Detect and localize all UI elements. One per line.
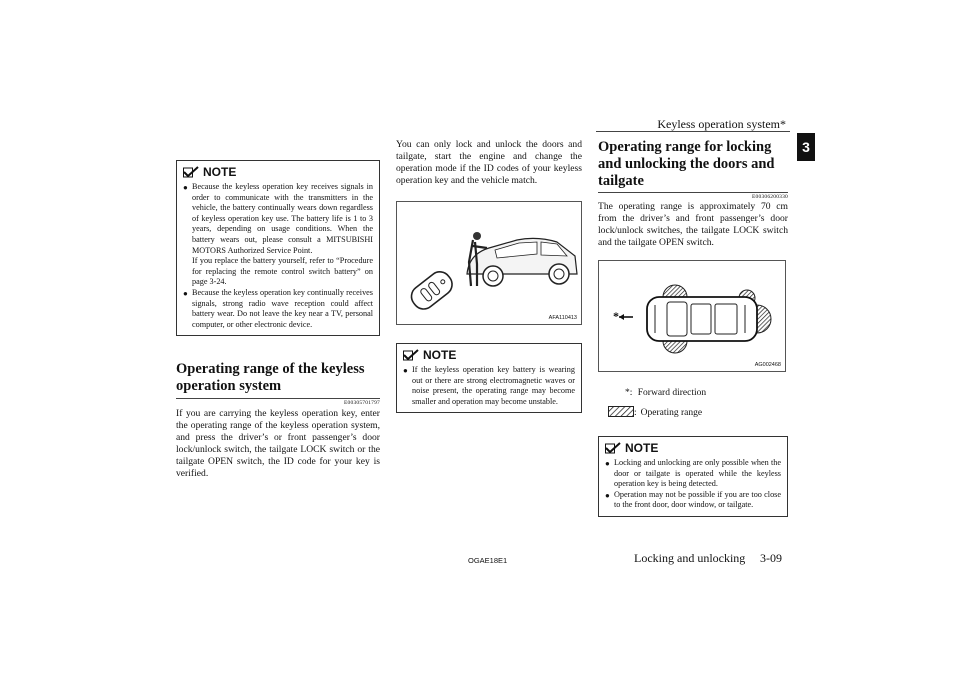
- forward-star: *: [613, 309, 619, 323]
- note-icon: [605, 442, 621, 454]
- note-bullet: ● Because the keyless operation key receives signals in order to communicate with the transmitters in the vehicle, the battery continually wears down regardless of keyless operation key use. The battery life is 1 to 3 years, depending on usage conditions. When the battery wears out, please consult a MITSUBISHI MOTORS Authorized Service Point.: [183, 182, 373, 255]
- note-bullet: ● If the keyless operation key battery is wearing out or there are strong electromagnetic waves or noise present, the operating range may become smaller and operation may become unstable.: [403, 365, 575, 406]
- hatch-swatch-icon: [608, 406, 634, 420]
- section-title: Operating range of the keyless operation system: [176, 361, 365, 394]
- running-header: Keyless operation system*: [657, 117, 786, 131]
- note-box-lock-operation: [598, 436, 788, 517]
- legend-forward: [625, 388, 706, 398]
- legend-range: [608, 406, 702, 420]
- note-header: [403, 348, 575, 362]
- note-bullet: If you replace the battery yourself, refer to “Procedure for replacing the remote control switch battery” on page 3-24.: [192, 256, 373, 287]
- note-header: [605, 441, 781, 455]
- note-box-key-battery: [396, 343, 582, 413]
- legend-key: *:: [625, 388, 633, 398]
- note-icon: [403, 349, 419, 361]
- section-body: If you are carrying the keyless operation key, enter the operating range of the keyless operation system, and press the driver’s or front passenger’s door lock/unlock switch, the tailgate LOCK switch or the tailgate OPEN switch, the ID code for your key is verified.: [176, 408, 380, 480]
- section-lock-range: [598, 139, 788, 249]
- legend-key: :: [634, 408, 637, 418]
- figure-operating-range: [598, 260, 786, 372]
- section-code: E00305701797: [343, 400, 380, 406]
- figure-keyless-key: [396, 201, 582, 325]
- note-bullet: ● Because the keyless operation key continually receives signals, strong radio wave reception could affect battery wear. Do not leave the key near a TV, personal computer, or other electronic device.: [183, 287, 373, 329]
- note-label: NOTE: [625, 441, 659, 455]
- note-header: [183, 165, 373, 179]
- figure-code: AFA110413: [548, 315, 577, 321]
- keyless-illustration: [397, 202, 581, 324]
- legend-text: Operating range: [640, 408, 703, 418]
- footer-section: Locking and unlocking: [634, 551, 746, 565]
- footer-code: OGAE18E1: [468, 556, 508, 565]
- note-box-battery: [176, 160, 380, 336]
- figure-code: AG002468: [754, 362, 781, 368]
- section-rule: [598, 192, 788, 193]
- legend-text: Forward direction: [637, 388, 707, 398]
- header-rule: [596, 131, 790, 132]
- section-operating-range: [176, 361, 380, 481]
- section-title: Operating range for locking and unlocking the doors and tailgate: [598, 139, 775, 189]
- car-top-view-diagram: [599, 261, 785, 371]
- section-code: E00306200330: [751, 194, 788, 200]
- page-number: 3-09: [760, 551, 782, 565]
- note-bullet: ● Locking and unlocking are only possible when the door or tailgate is operated while the keyless operation key is being detected.: [605, 458, 781, 489]
- section-rule: [176, 398, 380, 399]
- note-bullet: ● Operation may not be possible if you are too close to the front door, door window, or tailgate.: [605, 489, 781, 510]
- note-icon: [183, 166, 199, 178]
- intro-paragraph: You can only lock and unlock the doors and tailgate, start the engine and change the operation mode if the ID codes of your keyless operation key and the vehicle match.: [396, 139, 582, 187]
- section-body: The operating range is approximately 70 cm from the driver’s and front passenger’s door lock/unlock switches, the tailgate LOCK switch and the tailgate OPEN switch.: [598, 201, 788, 249]
- note-label: NOTE: [203, 165, 237, 179]
- note-label: NOTE: [423, 348, 457, 362]
- chapter-tab: 3: [797, 133, 815, 161]
